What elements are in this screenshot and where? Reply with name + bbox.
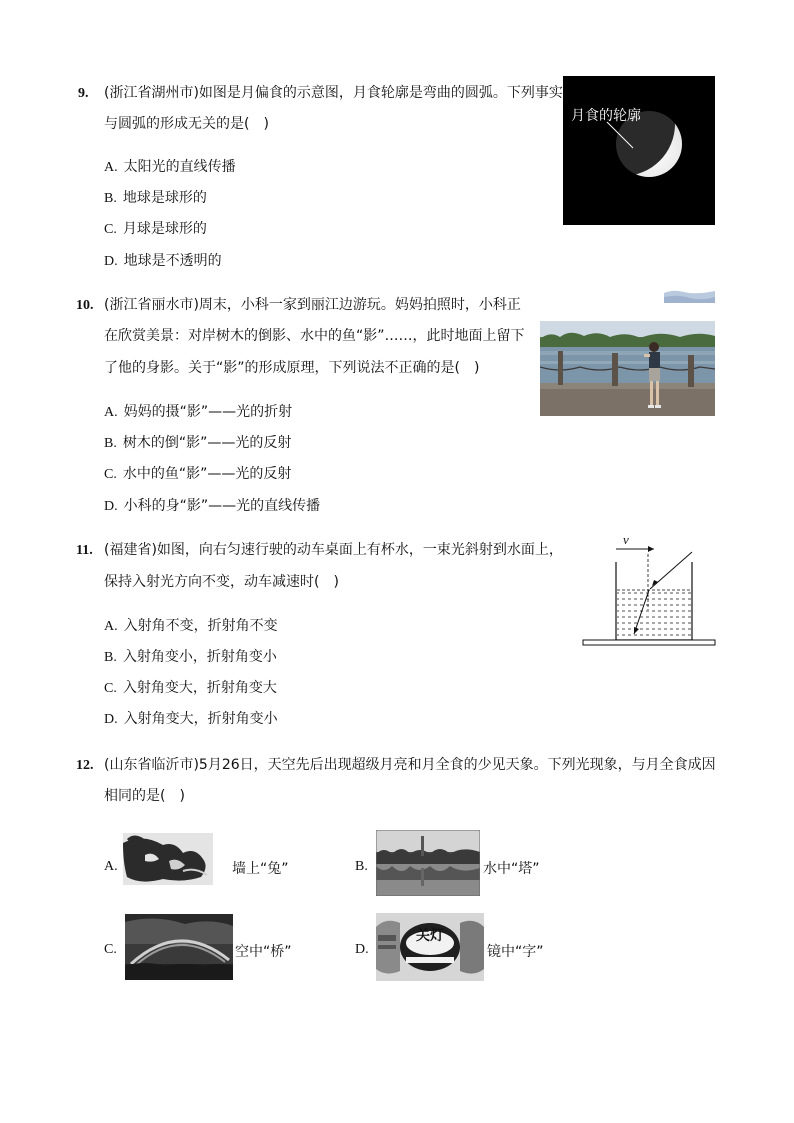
- option-a[interactable]: [104, 403, 292, 422]
- rainbow-drawing: [125, 914, 233, 980]
- option-text: 水中的鱼“影”——光的反射: [122, 466, 292, 482]
- option-letter: B.: [104, 650, 117, 665]
- option-text: 地球是不透明的: [123, 253, 222, 269]
- sign-text: 关灯: [416, 928, 444, 944]
- option-d[interactable]: [104, 497, 320, 516]
- option-letter: B.: [355, 859, 368, 874]
- question-text-line: 了他的身影。关于“影”的形成原理，下列说法不正确的是( ): [104, 360, 480, 376]
- question-text-line: 保持入射光方向不变，动车减速时( ): [104, 574, 339, 590]
- question-number: 12.: [76, 758, 94, 773]
- question-text-line: 与圆弧的形成无关的是( ): [104, 116, 269, 132]
- option-caption: 镜中“字”: [487, 944, 544, 960]
- option-a[interactable]: [104, 158, 236, 177]
- rainbow-image: [125, 914, 233, 980]
- option-c[interactable]: [104, 679, 277, 698]
- option-text: 月球是球形的: [122, 221, 207, 237]
- shadow-rabbit-drawing: [123, 833, 213, 885]
- water-tower-reflection-image: [376, 830, 480, 896]
- option-d[interactable]: [104, 710, 278, 729]
- option-text: 入射角变大，折射角变大: [122, 680, 277, 696]
- option-text: 树木的倒“影”——光的反射: [122, 435, 292, 451]
- option-letter: C.: [104, 942, 117, 957]
- option-b[interactable]: [104, 434, 291, 453]
- refraction-cup-diagram: [580, 530, 720, 650]
- option-b[interactable]: [104, 648, 277, 667]
- option-text: 太阳光的直线传播: [123, 159, 236, 175]
- question-text-line: (浙江省湖州市)如图是月偏食的示意图，月食轮廓是弯曲的圆弧。下列事实: [104, 85, 563, 101]
- option-letter: D.: [104, 254, 118, 269]
- option-caption: 水中“塔”: [483, 861, 540, 877]
- mirror-sign-image: [376, 913, 484, 981]
- riverside-photo: [540, 321, 715, 416]
- option-text: 入射角不变，折射角不变: [123, 618, 278, 634]
- option-a[interactable]: [104, 617, 278, 636]
- option-letter: D.: [355, 942, 369, 957]
- riverside-drawing: [540, 321, 715, 416]
- lunar-eclipse-image: [563, 76, 715, 225]
- option-d[interactable]: [104, 252, 222, 271]
- option-text: 妈妈的摄“影”——光的折射: [123, 404, 293, 420]
- option-text: 小科的身“影”——光的直线传播: [123, 498, 321, 514]
- shadow-rabbit-image: [123, 833, 213, 885]
- option-letter: B.: [104, 436, 117, 451]
- question-number: 9.: [78, 86, 89, 101]
- option-letter: B.: [104, 191, 117, 206]
- option-letter: A.: [104, 160, 118, 175]
- option-text: 入射角变小，折射角变小: [122, 649, 277, 665]
- cup-diagram-drawing: [580, 530, 720, 650]
- question-text-line: (浙江省丽水市)周末，小科一家到丽江边游玩。妈妈拍照时，小科正: [104, 297, 521, 313]
- sky-fragment-drawing: [664, 289, 715, 303]
- photo-fragment: [664, 289, 715, 303]
- question-number: 10.: [76, 298, 94, 313]
- option-caption: 墙上“兔”: [232, 861, 289, 877]
- option-text: 入射角变大，折射角变小: [123, 711, 278, 727]
- figure-label: 月食的轮廓: [571, 108, 641, 124]
- velocity-label: v: [623, 532, 629, 547]
- question-text-line: (福建省)如图，向右匀速行驶的动车桌面上有杯水，一束光斜射到水面上，: [104, 542, 563, 558]
- question-text-line: (山东省临沂市)5月26日，天空先后出现超级月亮和月全食的少见天象。下列光现象，与月全食成因: [104, 757, 716, 773]
- option-b[interactable]: [104, 189, 207, 208]
- option-letter: A.: [104, 405, 118, 420]
- option-caption: 空中“桥”: [235, 944, 292, 960]
- option-letter: A.: [104, 619, 118, 634]
- question-number: 11.: [76, 543, 93, 558]
- water-tower-drawing: [376, 830, 480, 896]
- option-letter: C.: [104, 222, 117, 237]
- option-letter: C.: [104, 467, 117, 482]
- question-text-line: 在欣赏美景：对岸树木的倒影、水中的鱼“影”……，此时地面上留下: [104, 328, 525, 344]
- option-letter: C.: [104, 681, 117, 696]
- option-letter: A.: [104, 859, 118, 874]
- option-c[interactable]: [104, 220, 207, 239]
- lunar-eclipse-drawing: [563, 76, 715, 225]
- option-c[interactable]: [104, 465, 291, 484]
- option-text: 地球是球形的: [122, 190, 207, 206]
- option-letter: D.: [104, 499, 118, 514]
- question-text-line: 相同的是( ): [104, 788, 185, 804]
- option-letter: D.: [104, 712, 118, 727]
- mirror-sign-drawing: [376, 913, 484, 981]
